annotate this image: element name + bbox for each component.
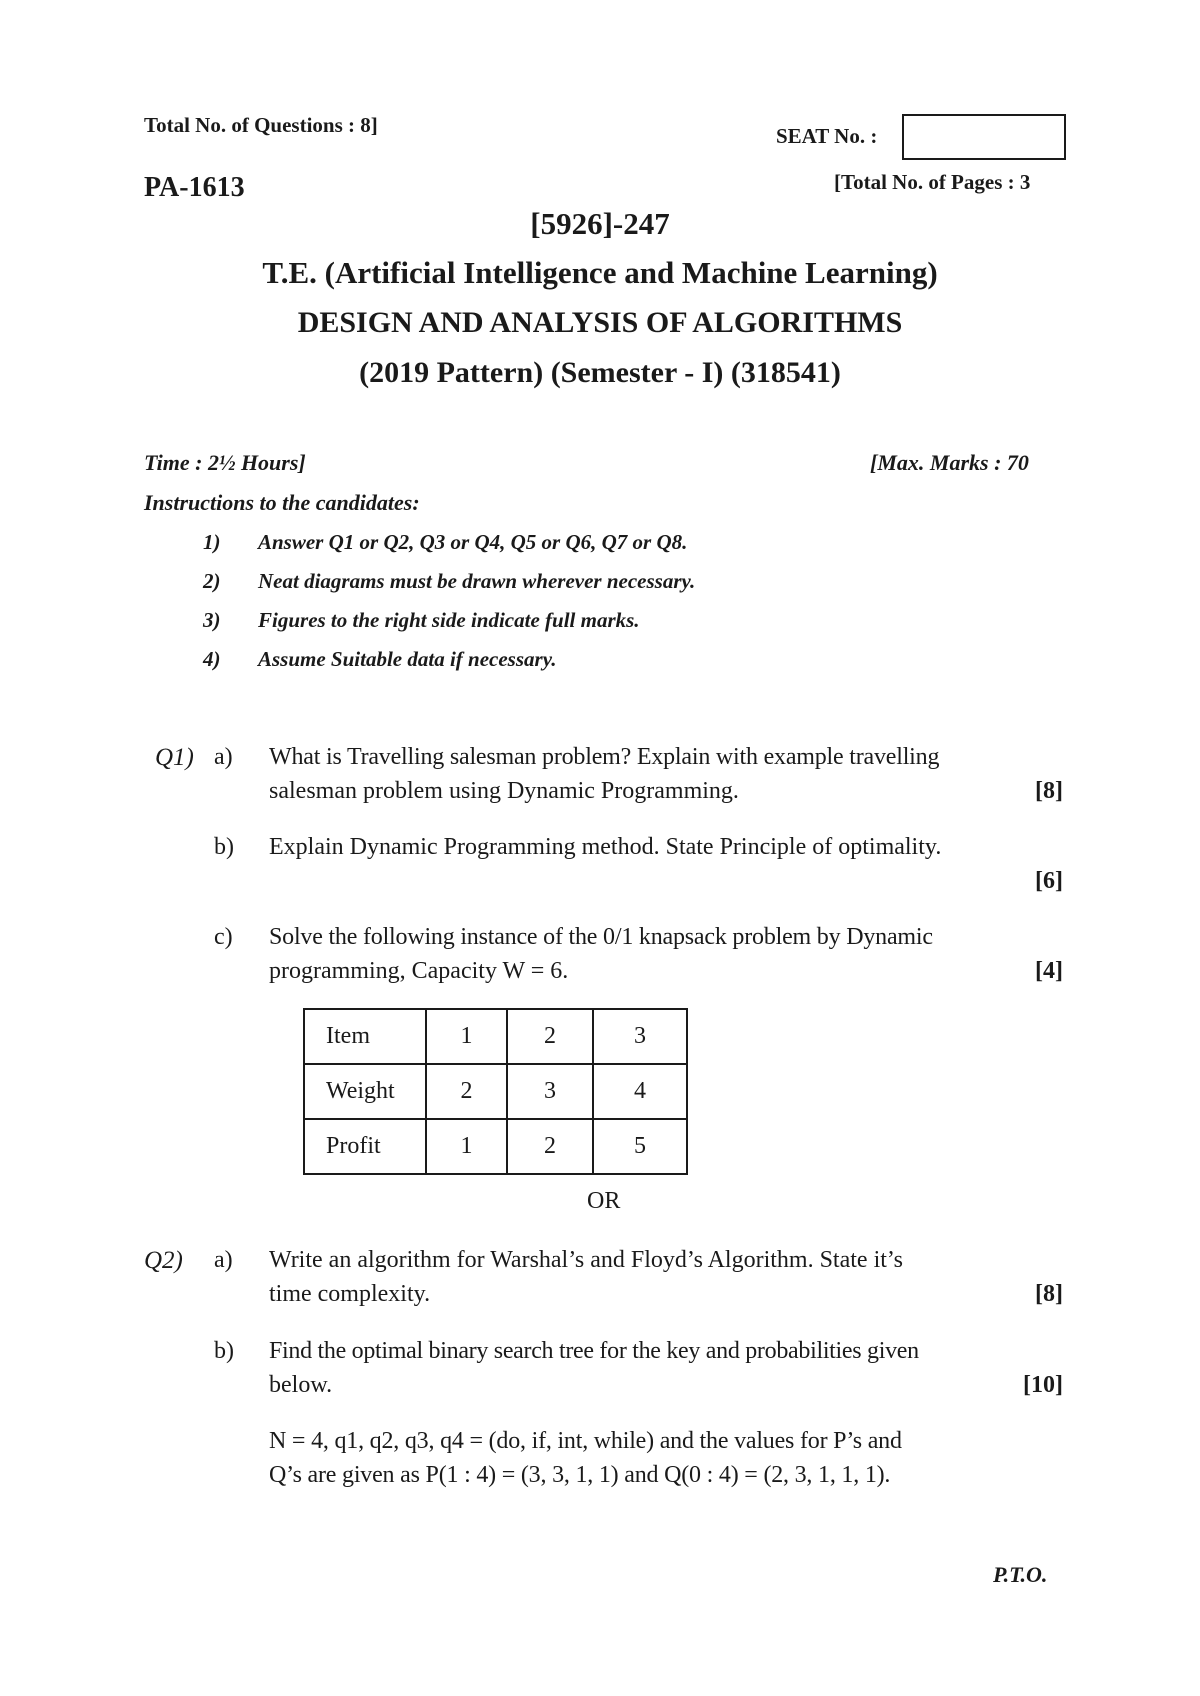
table-cell: 3 [507, 1064, 593, 1119]
instruction-text: Answer Q1 or Q2, Q3 or Q4, Q5 or Q6, Q7 or Q8. [258, 530, 688, 554]
instruction-text: Assume Suitable data if necessary. [258, 647, 557, 671]
seat-number-box[interactable] [902, 114, 1066, 160]
table-cell: Item [304, 1009, 426, 1064]
question-text: Q’s are given as P(1 : 4) = (3, 3, 1, 1) and Q(0 : 4) = (2, 3, 1, 1, 1). [269, 1462, 891, 1488]
instruction-text: Figures to the right side indicate full marks. [258, 608, 640, 632]
knapsack-table [303, 1008, 688, 1175]
marks: [6] [1035, 868, 1063, 894]
question-label-q1: Q1) [155, 744, 194, 771]
pto-label: P.T.O. [993, 1562, 1048, 1587]
total-pages: [Total No. of Pages : 3 [834, 170, 1031, 194]
instructions-heading: Instructions to the candidates: [144, 490, 420, 515]
marks: [8] [1035, 778, 1063, 804]
table-row [304, 1064, 687, 1119]
question-text: time complexity. [269, 1281, 431, 1307]
question-text: salesman problem using Dynamic Programming. [269, 778, 739, 804]
pattern-title: (2019 Pattern) (Semester - I) (318541) [359, 356, 841, 389]
paper-code: PA-1613 [144, 172, 245, 203]
instruction-text: Neat diagrams must be drawn wherever necessary. [258, 569, 696, 593]
instruction-number: 1) [203, 530, 221, 554]
table-cell: 2 [507, 1119, 593, 1174]
question-text: Explain Dynamic Programming method. State Principle of optimality. [269, 834, 942, 860]
instruction-number: 2) [203, 569, 221, 593]
marks: [8] [1035, 1281, 1063, 1307]
table-cell: 2 [507, 1009, 593, 1064]
course-title: T.E. (Artificial Intelligence and Machine Learning) [262, 255, 938, 290]
exam-code: [5926]-247 [530, 206, 670, 241]
table-cell: 1 [426, 1009, 507, 1064]
question-text: below. [269, 1372, 333, 1398]
subject-title: DESIGN AND ANALYSIS OF ALGORITHMS [297, 306, 903, 339]
marks: [10] [1023, 1372, 1063, 1398]
table-cell: 5 [593, 1119, 687, 1174]
sub-letter: b) [214, 834, 234, 860]
sub-letter: b) [214, 1338, 234, 1364]
question-label-q2: Q2) [144, 1247, 183, 1274]
question-text: N = 4, q1, q2, q3, q4 = (do, if, int, while) and the values for P’s and [269, 1428, 902, 1454]
seat-label: SEAT No. : [776, 124, 878, 148]
sub-letter: a) [214, 1247, 233, 1273]
table-row [304, 1119, 687, 1174]
table-cell: 2 [426, 1064, 507, 1119]
table-cell: 4 [593, 1064, 687, 1119]
question-text: Write an algorithm for Warshal’s and Floyd’s Algorithm. State it’s [269, 1247, 903, 1273]
table-cell: Weight [304, 1064, 426, 1119]
sub-letter: c) [214, 924, 233, 950]
time-info: Time : 2½ Hours] [144, 450, 306, 475]
or-separator: OR [587, 1188, 621, 1214]
instruction-number: 4) [203, 647, 221, 671]
max-marks: [Max. Marks : 70 [870, 450, 1029, 475]
question-text: programming, Capacity W = 6. [269, 958, 569, 984]
question-text: What is Travelling salesman problem? Explain with example travelling [269, 744, 940, 770]
instruction-number: 3) [203, 608, 221, 632]
total-questions: Total No. of Questions : 8] [144, 113, 378, 137]
question-text: Find the optimal binary search tree for the key and probabilities given [269, 1338, 919, 1364]
question-text: Solve the following instance of the 0/1 knapsack problem by Dynamic [269, 924, 933, 950]
table-cell: 3 [593, 1009, 687, 1064]
table-row [304, 1009, 687, 1064]
table-cell: Profit [304, 1119, 426, 1174]
sub-letter: a) [214, 744, 233, 770]
marks: [4] [1035, 958, 1063, 984]
table-cell: 1 [426, 1119, 507, 1174]
